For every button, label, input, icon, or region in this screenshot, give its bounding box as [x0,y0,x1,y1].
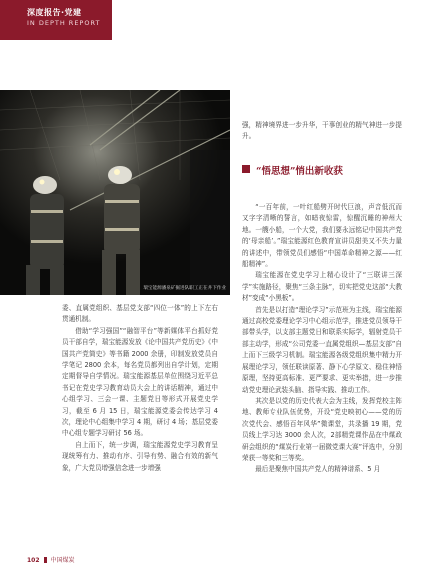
paragraph: 借助“学习强国”“融智平台”等新媒体平台抓好党员干部自学，瑞宝能源发放《论中国共产党历史》《中国共产党简史》等书籍 2000 余册，印制发放党员自学笔记 2800 余本，每名党员都列出自学计划，定期定期督导自学情况。瑞宝能源基层单位围绕习近平总书记在党史学习教育动员大会上的讲话精神，通过中心组学习、三会一课、主题党日等形式开展党史学习，截至 6 月 15 日，瑞宝能源党委会传达学习 4 次，理论中心组集中学习 4 期，研讨 4 场；基层党委中心组专题学习研讨 56 场。 [62,326,218,438]
photo-caption: 瑞宝能源潘泉矿掘进队职工正在井下作业 [143,286,226,291]
paragraph: “一百年前，一叶红船劈开时代巨浪，声音低沉而又字字清晰的誓言，如暗夜惊雷，惊醒沉睡的神州大地。一艘小船，一个大党，我们要永远铭记中国共产党的‘母亲船’。”瑞宝能源红色教育宣讲员甜美又不失力量的讲述中，带领党员们感悟“中国革命精神之源——红船精神”。 [242,203,402,269]
section-title: “悟思想”悄出新收获 [256,166,343,177]
right-column [242,202,402,476]
paragraph: 委、直属党组织、基层党支部“四位一体”的上下左右贯通机制。 [62,304,218,324]
paragraph: 自上而下，统一步调，瑞宝能源党史学习教育呈现统筹有力、推动有序、引导有势、融合有效的新气象，广大党员增强信念进一步增强 [62,440,218,472]
section-marker [242,165,250,173]
footer-separator [44,557,47,563]
mine-photo-illustration [0,90,230,295]
paragraph: 最后是聚焦中国共产党人的精神谱系、5 月 [255,465,381,474]
left-column [62,303,218,474]
paragraph: 首先是以打造“理论学习”示范班为主线，瑞宝能源通过高校党委理论学习中心组示范学，推进党员领导干部带头学，以支部主题党日和联系实际学，辐射党员干部主动学，形成“公司党委一直属党组织—基层支部”自上而下三级学习机制。瑞宝能源各级党组织集中精力开展理论学习，领任联读原著、静下心学原文、稳住神悟原理，坚持更高标准、更严要求、更实举措，进一步推动党史理论武装头脑、指导实践、推动工作。 [242,305,402,394]
right-column-top [242,120,402,143]
section-header-subtitle: IN DEPTH REPORT [27,19,101,27]
section-heading [242,163,402,179]
paragraph: 其次是以党的历史代表大会为主线，发挥党校主阵地、教师专业队伍优势，开设“党史映初心——党的历次党代会、感悟百年风华”微课堂，共录播 19 期，党员线上学习达 3000 余人次，2部精党课作品在中煤政研会组织的“煤炭行业第一届微党课大赛”评选中，分别荣获一等奖和三等奖。 [242,396,402,462]
mine-photo [0,90,230,295]
section-header-title: 深度报告·党建 [27,8,82,17]
paragraph: 瑞宝能源在党史学习上精心设计了“三联讲三深学”实施路径，聚焦“三条主脉”，切实把党史这部“大教材”变成“小黑板”。 [242,271,402,303]
publication-name: 中国煤炭 [50,557,75,564]
paragraph: 强，精神境界进一步升华，干事创业的精气神进一步提升。 [242,121,402,141]
header-bar [0,0,427,40]
page-number: 102 [27,557,40,564]
page-footer [27,555,75,564]
